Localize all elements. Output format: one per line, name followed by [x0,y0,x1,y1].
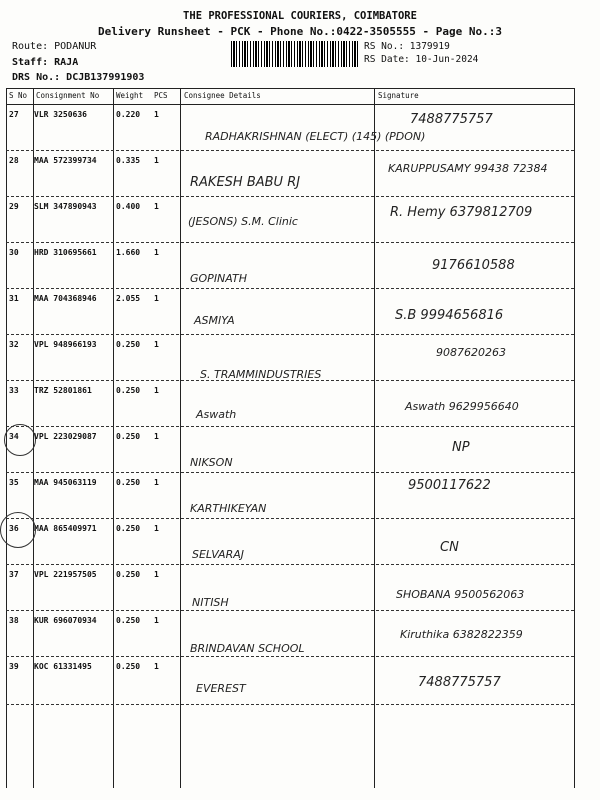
row-pcs: 1 [154,340,159,349]
consignee-handwriting: RAKESH BABU RJ [190,175,301,190]
row-divider [6,472,574,473]
row-divider [6,564,574,565]
signature-handwriting: Kiruthika 6382822359 [400,628,523,641]
row-weight: 1.660 [116,248,141,257]
col-pcs: PCS [154,91,168,100]
row-weight: 0.250 [116,386,141,395]
rs-number: RS No.: 1379919 [364,41,450,52]
signature-handwriting: NP [452,440,470,455]
row-pcs: 1 [154,478,159,487]
row-pcs: 1 [154,662,159,671]
row-pcs: 1 [154,294,159,303]
row-divider [6,518,574,519]
row-consignment: VPL 223029087 [34,432,97,441]
row-sno: 39 [9,662,19,671]
row-weight: 0.250 [116,432,141,441]
row-weight: 2.055 [116,294,141,303]
consignee-handwriting: ASMIYA [194,314,235,327]
signature-handwriting: 7488775757 [410,112,493,127]
runsheet-subtitle: Delivery Runsheet - PCK - Phone No.:0422-3505555 - Page No.:3 [98,25,502,38]
row-pcs: 1 [154,616,159,625]
col-signature: Signature [378,91,419,100]
row-sno: 27 [9,110,19,119]
consignee-handwriting: (JESONS) S.M. Clinic [188,215,298,228]
consignee-handwriting: Aswath [196,408,237,421]
signature-handwriting: Aswath 9629956640 [405,400,519,413]
row-pcs: 1 [154,110,159,119]
row-sno: 37 [9,570,19,579]
consignee-handwriting: RADHAKRISHNAN (ELECT) (145) (PDON) [205,130,426,143]
row-divider [6,426,574,427]
row-weight: 0.250 [116,524,141,533]
row-divider [6,288,574,289]
row-consignment: SLM 347890943 [34,202,97,211]
column-header-row [6,88,574,104]
row-pcs: 1 [154,432,159,441]
row-consignment: MAA 572399734 [34,156,97,165]
row-consignment: KUR 696070934 [34,616,97,625]
row-weight: 0.250 [116,570,141,579]
row-divider [6,704,574,705]
row-consignment: MAA 865409971 [34,524,97,533]
rs-date: RS Date: 10-Jun-2024 [364,54,479,65]
row-consignment: VPL 221957505 [34,570,97,579]
row-sno: 36 [9,524,19,533]
row-divider [6,610,574,611]
row-weight: 0.400 [116,202,141,211]
row-sno: 38 [9,616,19,625]
row-divider [6,150,574,151]
row-pcs: 1 [154,386,159,395]
row-divider [6,334,574,335]
consignee-handwriting: S. TRAMMINDUSTRIES [200,368,322,381]
row-weight: 0.250 [116,340,141,349]
consignee-handwriting: KARTHIKEYAN [190,502,267,515]
signature-handwriting: 9500117622 [408,478,491,493]
row-consignment: VPL 948966193 [34,340,97,349]
table-header-border [6,104,574,105]
row-divider [6,196,574,197]
row-sno: 32 [9,340,19,349]
signature-handwriting: 7488775757 [418,675,501,690]
company-title: THE PROFESSIONAL COURIERS, COIMBATORE [183,10,417,22]
drs-number: DRS No.: DCJB137991903 [12,72,145,83]
row-divider [6,380,574,381]
row-sno: 34 [9,432,19,441]
signature-handwriting: 9087620263 [436,346,506,359]
row-weight: 0.220 [116,110,141,119]
consignee-handwriting: GOPINATH [190,272,248,285]
signature-handwriting: S.B 9994656816 [395,308,504,323]
pen-circle-mark [4,424,36,456]
row-consignment: VLR 3250636 [34,110,87,119]
row-sno: 33 [9,386,19,395]
col-divider [574,88,575,788]
row-pcs: 1 [154,156,159,165]
row-weight: 0.250 [116,478,141,487]
row-pcs: 1 [154,570,159,579]
route-label: Route: PODANUR [12,41,97,52]
row-pcs: 1 [154,524,159,533]
signature-handwriting: KARUPPUSAMY 99438 72384 [388,162,548,175]
row-pcs: 1 [154,202,159,211]
row-consignment: KOC 61331495 [34,662,92,671]
signature-handwriting: CN [440,540,459,555]
consignee-handwriting: BRINDAVAN SCHOOL [190,642,305,655]
row-consignment: HRD 310695661 [34,248,97,257]
row-sno: 31 [9,294,19,303]
row-sno: 29 [9,202,19,211]
pen-circle-mark [0,512,36,548]
col-weight: Weight [116,91,144,100]
row-consignment: MAA 704368946 [34,294,97,303]
row-weight: 0.250 [116,616,141,625]
consignee-handwriting: EVEREST [196,682,246,695]
consignee-handwriting: SELVARAJ [192,548,244,561]
col-sno: S No [9,91,28,100]
barcode [231,41,359,67]
row-weight: 0.335 [116,156,141,165]
signature-handwriting: SHOBANA 9500562063 [396,588,525,601]
row-consignment: MAA 945063119 [34,478,97,487]
col-consignment: Consignment No [36,91,100,100]
row-weight: 0.250 [116,662,141,671]
row-divider [6,242,574,243]
row-sno: 30 [9,248,19,257]
signature-handwriting: 9176610588 [432,258,515,273]
signature-handwriting: R. Hemy 6379812709 [390,205,533,220]
row-divider [6,656,574,657]
row-pcs: 1 [154,248,159,257]
staff-label: Staff: RAJA [12,57,79,68]
row-sno: 35 [9,478,19,487]
consignee-handwriting: NIKSON [190,456,233,469]
col-consignee: Consignee Details [184,91,261,100]
row-consignment: TRZ 52801861 [34,386,92,395]
row-sno: 28 [9,156,19,165]
consignee-handwriting: NITISH [192,596,229,609]
